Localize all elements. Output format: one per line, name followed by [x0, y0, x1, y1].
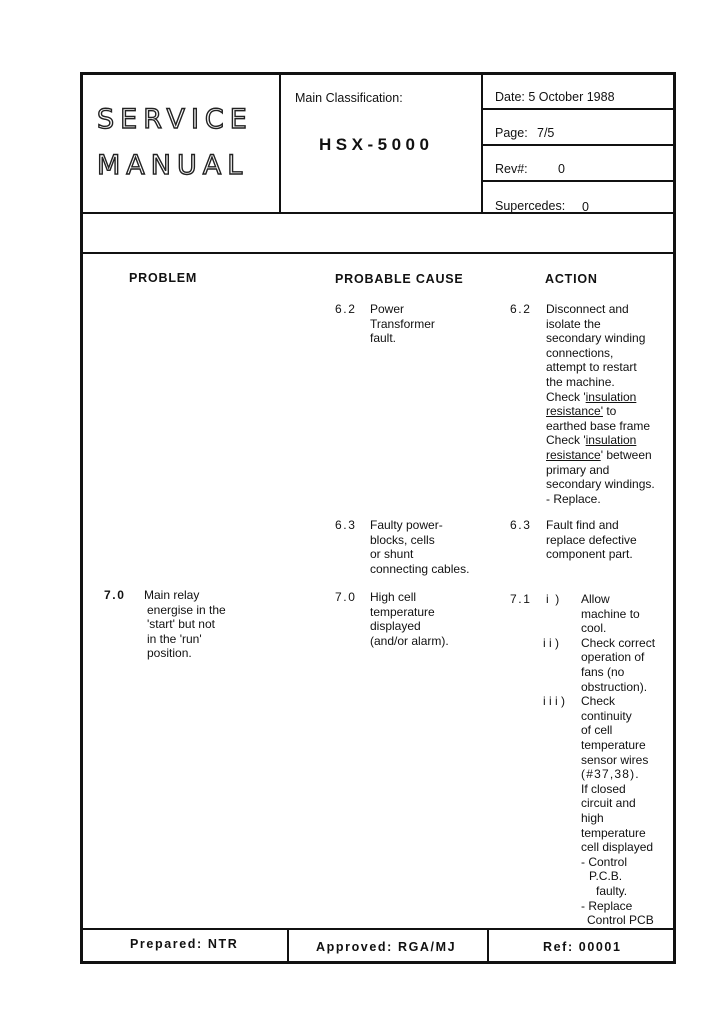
date-rule	[481, 108, 676, 110]
classification-label: Main Classification:	[295, 91, 403, 105]
model-code: HSX-5000	[319, 135, 434, 154]
action-6-2-line: secondary windings.	[546, 477, 655, 492]
action-6-2-line: Disconnect and	[546, 302, 629, 316]
action-7-1-number: 7.1	[510, 592, 532, 606]
footer-top-rule	[80, 928, 676, 930]
problem-7-0-line: in the 'run'	[147, 631, 202, 646]
action-6-2-number: 6.2	[510, 302, 532, 316]
cause-6-3-line: or shunt	[370, 547, 414, 562]
step-ii-line: fans (no	[581, 665, 625, 679]
cause-6-2-line: fault.	[370, 331, 397, 346]
step-iii-line: - Replace	[581, 898, 633, 913]
insulation-link: insulation	[585, 389, 637, 404]
rev-label: Rev#:	[495, 162, 528, 176]
manual-title: MANUAL	[97, 150, 249, 181]
action-6-2-line: primary and	[546, 462, 610, 477]
approved-by: Approved: RGA/MJ	[316, 940, 457, 954]
resistance-link: resistance	[546, 448, 601, 462]
step-iii-line: continuity	[581, 708, 632, 723]
header-divider-right	[481, 72, 483, 213]
step-iii-line: Check	[581, 694, 616, 709]
footer-divider-right	[487, 928, 489, 964]
cause-6-2-line: Transformer	[370, 316, 435, 331]
blank-band-bottom-rule	[80, 252, 676, 254]
action-6-3-number: 6.3	[510, 518, 532, 532]
check-prefix: Check '	[546, 389, 586, 404]
cause-6-3-line: connecting cables.	[370, 561, 470, 576]
action-6-2-line: attempt to restart	[546, 360, 637, 375]
reference-number: Ref: 00001	[543, 940, 622, 954]
step-iii-line: (#37,38).	[581, 767, 640, 782]
problem-7-0-line: 'start' but not	[147, 617, 215, 632]
cause-7-0-line: temperature	[370, 604, 435, 619]
action-6-2-line: isolate the	[546, 316, 601, 331]
step-i-line: cool.	[581, 621, 607, 636]
action-6-2-check-line	[546, 390, 636, 405]
action-6-3-line: replace defective	[546, 532, 637, 547]
action-6-2-check-line	[546, 404, 616, 419]
step-iii-line: high	[581, 811, 604, 825]
step-iii-line: circuit and	[581, 796, 636, 811]
header-divider-left	[279, 72, 281, 213]
page-label: Page:	[495, 126, 528, 140]
step-iii-line: - Control	[581, 854, 628, 869]
step-ii-line: Check correct	[581, 635, 656, 650]
problem-7-0-number: 7.0	[104, 588, 126, 602]
action-6-2-line: the machine.	[546, 375, 615, 389]
check-prefix: Check '	[546, 433, 586, 448]
service-title: SERVICE	[97, 104, 253, 135]
prepared-by: Prepared: NTR	[130, 937, 239, 951]
step-iii-line: sensor wires	[581, 752, 649, 767]
footer-divider-left	[287, 928, 289, 964]
page-value: 7/5	[537, 126, 555, 140]
supersedes-value: 0	[582, 200, 589, 214]
supersedes-label: Supercedes:	[495, 199, 566, 213]
action-6-2-line: secondary winding	[546, 331, 646, 346]
step-iii-line: cell displayed	[581, 840, 654, 855]
action-6-3-line: component part.	[546, 547, 633, 562]
step-i-line: Allow	[581, 592, 610, 606]
step-iii-line: Control PCB	[587, 913, 654, 928]
rev-rule	[481, 180, 676, 182]
cause-7-0-number: 7.0	[335, 590, 357, 604]
problem-7-0-line: position.	[147, 646, 192, 661]
action-6-2-line: - Replace.	[546, 491, 601, 506]
step-iii-line: P.C.B.	[589, 869, 623, 884]
resistance-link: resistance'	[546, 404, 603, 419]
cause-7-0-line: High cell	[370, 590, 417, 604]
action-6-2-check-line	[546, 448, 652, 463]
step-i-line: machine to	[581, 606, 640, 621]
cause-7-0-line: displayed	[370, 619, 421, 634]
step-ii-label: i i )	[543, 635, 559, 650]
check-suffix: ' between	[600, 448, 652, 462]
cause-7-0-line: (and/or alarm).	[370, 633, 449, 648]
action-6-3-line: Fault find and	[546, 518, 619, 532]
step-iii-line: temperature	[581, 738, 646, 752]
action-6-2-check-line	[546, 433, 636, 448]
column-action: ACTION	[545, 272, 598, 286]
column-cause: PROBABLE CAUSE	[335, 272, 464, 286]
step-iii-line: faulty.	[596, 884, 628, 898]
rev-value: 0	[558, 162, 565, 176]
cause-6-2-line: Power	[370, 302, 405, 316]
problem-7-0-line: energise in the	[147, 602, 226, 617]
cause-6-3-line: blocks, cells	[370, 532, 435, 547]
step-iii-line: If closed	[581, 781, 626, 796]
step-ii-line: obstruction).	[581, 679, 648, 694]
page-rule	[481, 144, 676, 146]
problem-7-0-line: Main relay	[144, 588, 200, 602]
step-iii-line: temperature	[581, 825, 646, 840]
insulation-link: insulation	[585, 433, 637, 448]
cause-6-3-number: 6.3	[335, 518, 357, 532]
date-field: Date: 5 October 1988	[495, 90, 615, 104]
step-iii-label: i i i )	[543, 694, 565, 709]
cause-6-3-line: Faulty power-	[370, 518, 443, 532]
check-suffix: to	[602, 404, 617, 419]
step-iii-line: of cell	[581, 723, 613, 738]
column-problem: PROBLEM	[129, 271, 198, 285]
action-6-2-line: earthed base frame	[546, 418, 651, 433]
action-6-2-line: connections,	[546, 345, 614, 360]
step-ii-line: operation of	[581, 650, 645, 665]
step-i-label: i )	[546, 592, 561, 606]
cause-6-2-number: 6.2	[335, 302, 357, 316]
